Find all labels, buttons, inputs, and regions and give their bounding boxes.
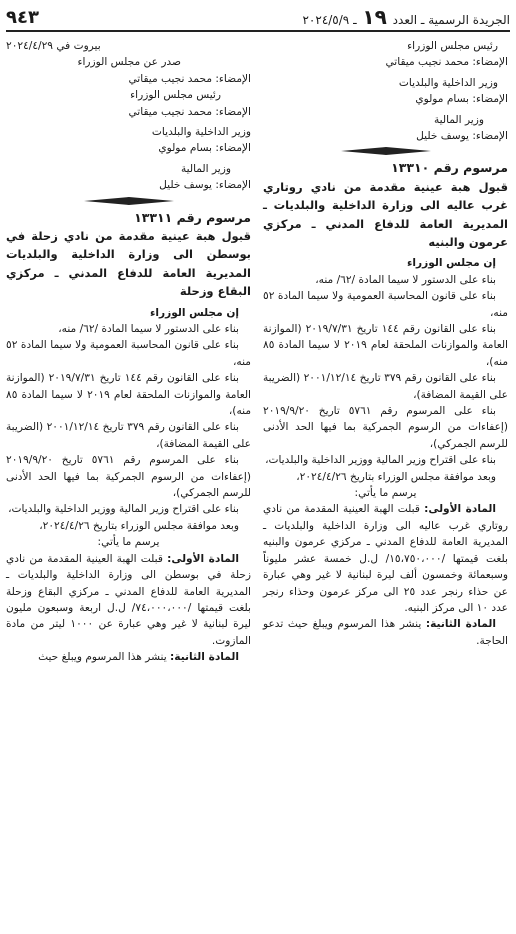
issue-date: ـ ٢٠٢٤/٥/٩ — [302, 13, 357, 27]
decree-number: مرسوم رقم ١٣٣١٠ — [391, 160, 508, 176]
pm-signature: الإمضاء: محمد نجيب ميقاتي — [385, 56, 508, 69]
finance-minister-title: وزير المالية — [433, 113, 484, 126]
article-2-text: ينشر هذا المرسوم ويبلغ حيث — [38, 651, 167, 664]
council-heading: إن مجلس الوزراء — [149, 306, 239, 319]
recital-vat-law: بناء على القانون رقم ٣٧٩ تاريخ ٢٠٠١/١٢/١٤ (الضريبة على القيمة المضافة)، — [6, 421, 251, 450]
issue-number: ١٩ — [362, 5, 387, 29]
decree-title: قبول هبة عينية مقدمة من نادي روتاري غرب عاليه الى وزارة الداخلية والبلديات ـ المديرية العامة للدفاع المدني ـ مركزي عرمون والبنيه — [263, 179, 508, 249]
finance-minister-title: وزير المالية — [180, 162, 231, 175]
article-2-text: ينشر هذا المرسوم ويبلغ حيث تدعو الحاجة. — [263, 618, 508, 647]
interior-minister-signature: الإمضاء: بسام مولوي — [158, 142, 251, 155]
recital-constitution: بناء على الدستور لا سيما المادة /٦٢/ منه، — [315, 273, 496, 286]
approval-line: وبعد موافقة مجلس الوزراء بتاريخ ٢٠٢٤/٤/٢٦، — [39, 519, 239, 532]
divider-ornament — [341, 146, 431, 156]
recital-proposal: بناء على اقتراح وزير المالية ووزير الداخلية والبلديات، — [265, 454, 496, 467]
pm-signature: الإمضاء: محمد نجيب ميقاتي — [128, 105, 251, 118]
right-column — [263, 38, 508, 930]
approval-line: وبعد موافقة مجلس الوزراء بتاريخ ٢٠٢٤/٤/٢٦، — [296, 470, 496, 483]
article-1 — [263, 501, 508, 616]
article-1-label: المادة الأولى: — [167, 552, 240, 565]
article-1-label: المادة الأولى: — [424, 503, 497, 516]
section-divider — [263, 144, 508, 158]
issued-by: صدر عن مجلس الوزراء — [77, 56, 181, 69]
article-2-label: المادة الثانية: — [170, 651, 239, 664]
page-header — [6, 4, 510, 32]
recital-accounting-law: بناء على قانون المحاسبة العمومية ولا سيما المادة ٥٢ منه، — [6, 339, 251, 368]
recital-vat-law: بناء على القانون رقم ٣٧٩ تاريخ ٢٠٠١/١٢/١٤ (الضريبة على القيمة المضافة)، — [263, 372, 508, 401]
article-2 — [6, 649, 251, 665]
interior-minister-title: وزير الداخلية والبلديات — [151, 126, 251, 139]
recital-accounting-law: بناء على قانون المحاسبة العمومية ولا سيما المادة ٥٢ منه، — [263, 290, 508, 319]
divider-ornament — [84, 196, 174, 206]
recital-proposal: بناء على اقتراح وزير المالية ووزير الداخلية والبلديات، — [8, 503, 239, 516]
recital-constitution: بناء على الدستور لا سيما المادة /٦٢/ منه، — [58, 323, 239, 335]
article-2 — [263, 616, 508, 649]
recital-customs-decree: بناء على المرسوم رقم ٥٧٦١ تاريخ ٢٠١٩/٩/٢٠ (إعفاءات من الرسوم الجمركية بما فيها الحد الأدنى للرسم الجمركي)، — [263, 405, 508, 450]
decree-title: قبول هبة عينية مقدمة من نادي زحلة في بوسطن الى وزارة الداخلية والبلديات المديرية العامة للدفاع المدني ـ مركزي البقاع وزحلة — [6, 229, 251, 299]
decrees-line: يرسم ما يأتي: — [354, 487, 417, 500]
article-1 — [6, 551, 251, 649]
article-1-text: قبلت الهبة العينية المقدمة من نادي روتاري غرب عاليه الى وزارة الداخلية والبلديات ـ المديرية العامة للدفاع المدني ـ مركزي عرمون والبنيه بلغت قيمتها /١٥،٧٥٠،٠٠٠/ ل.ل خمسة عشر مليوناً وسبعمائة وخمسون ألف ليرة لبنانية لا غير وهي عبارة عن حذاء رنجر عدد ٢٥ الى مركز عرمون وحذاء رنجر عدد ١٠ الى مركز البنيه. — [263, 503, 509, 614]
left-column — [6, 38, 251, 930]
gazette-header-title — [302, 5, 510, 29]
recital-customs-decree: بناء على المرسوم رقم ٥٧٦١ تاريخ ٢٠١٩/٩/٢٠ (إعفاءات من الرسوم الجمركية بما فيها الحد الأدنى للرسم الجمركي)، — [6, 454, 251, 500]
finance-minister-signature: الإمضاء: يوسف خليل — [159, 179, 251, 192]
article-1-text: قبلت الهبة العينية المقدمة من نادي زحلة في بوسطن الى وزارة الداخلية والبلديات ـ المديرية العامة للدفاع المدني ـ مركزي البقاع وزحلة بلغت قيمتها /٧٤،٠٠٠،٠٠٠/ ل.ل اربعة وسبعون مليون ليرة لبنانية لا غير وهي عبارة عن ١٠٠٠ ليتر من مادة المازوت. — [6, 552, 251, 647]
finance-minister-signature: الإمضاء: يوسف خليل — [416, 130, 508, 143]
pm-title: رئيس مجلس الوزراء — [407, 40, 498, 52]
recital-budget-law: بناء على القانون رقم ١٤٤ تاريخ ٢٠١٩/٧/٣١ (الموازنة العامة والموازنات الملحقة لعام ٢٠١٩ لا سيما المادة ٨٥ منه)، — [6, 372, 251, 418]
decree-number: مرسوم رقم ١٣٣١١ — [134, 209, 251, 225]
place-date: بيروت في ٢٠٢٤/٤/٢٩ — [6, 40, 101, 52]
council-heading: إن مجلس الوزراء — [406, 257, 496, 270]
recital-budget-law: بناء على القانون رقم ١٤٤ تاريخ ٢٠١٩/٧/٣١ (الموازنة العامة والموازنات الملحقة لعام ٢٠١٩ لا سيما المادة ٨٥ منه)، — [263, 323, 508, 368]
issuer-signature: الإمضاء: محمد نجيب ميقاتي — [128, 72, 251, 85]
page-number: ٩٤٣ — [6, 6, 39, 28]
decrees-line: يرسم ما يأتي: — [97, 536, 160, 549]
pm-title: رئيس مجلس الوزراء — [130, 89, 221, 102]
interior-minister-title: وزير الداخلية والبلديات — [398, 76, 498, 89]
interior-minister-signature: الإمضاء: بسام مولوي — [415, 93, 508, 106]
article-2-label: المادة الثانية: — [425, 618, 497, 631]
section-divider — [6, 194, 251, 208]
gazette-name: الجريدة الرسمية ـ العدد — [392, 13, 510, 27]
